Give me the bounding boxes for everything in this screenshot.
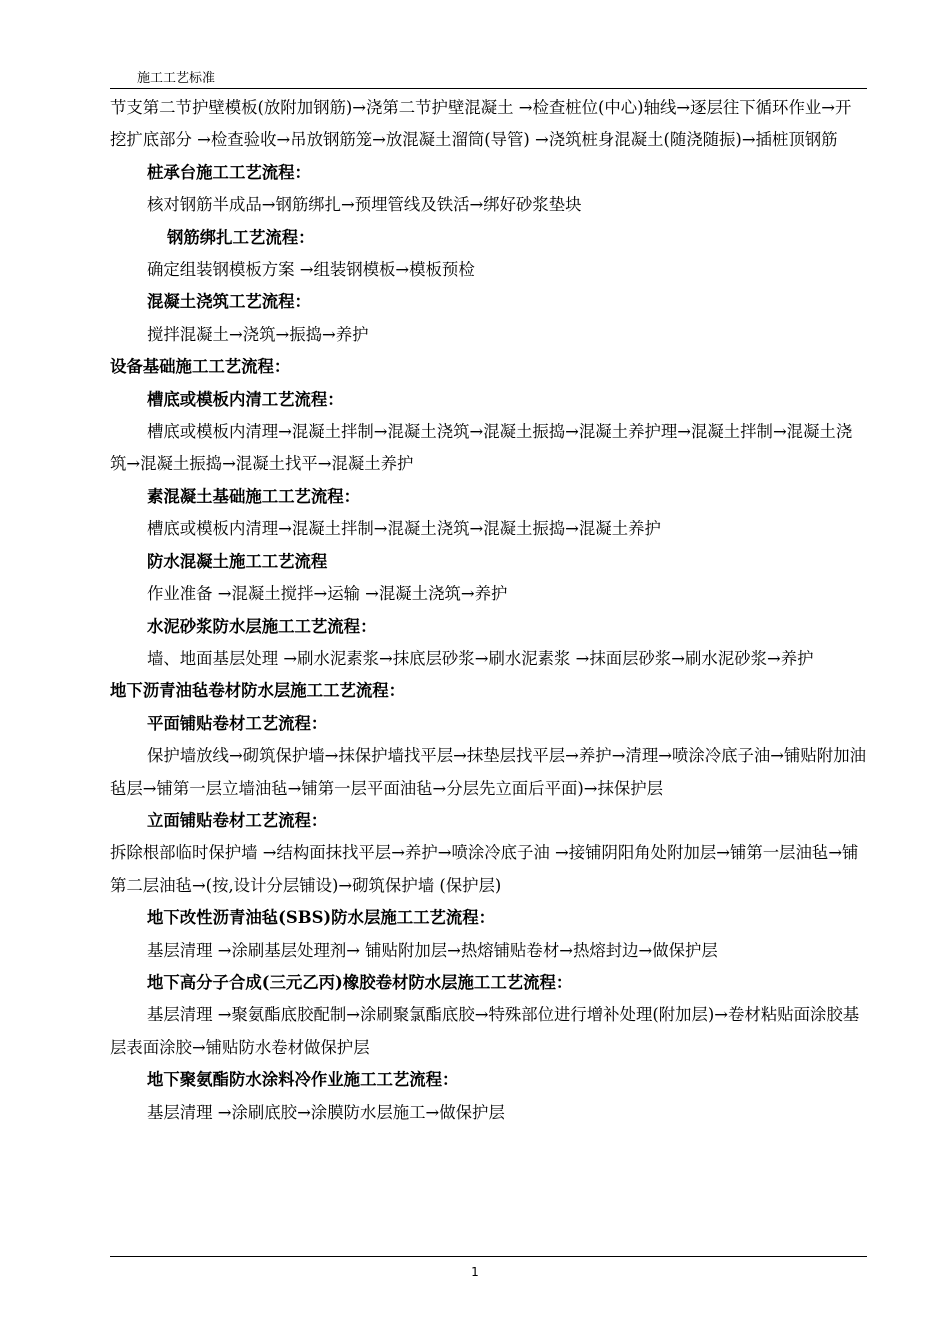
document-body xyxy=(110,92,867,1129)
section-heading: 防水混凝土施工工艺流程 xyxy=(147,551,328,571)
paragraph: 确定组装钢模板方案 →组装钢模板→模板预检 xyxy=(147,260,475,280)
paragraph: 槽底或模板内清理→混凝土拌制→混凝土浇筑→混凝土振捣→混凝土养护理→混凝土拌制→混凝土浇筑→混凝土振捣→混凝土找平→混凝土养护 xyxy=(110,422,853,474)
chapter-heading: 设备基础施工工艺流程： xyxy=(110,357,291,377)
section-heading: 钢筋绑扎工艺流程： xyxy=(167,227,315,247)
paragraph: 核对钢筋半成品→钢筋绑扎→预埋管线及铁活→绑好砂浆垫块 xyxy=(147,195,582,215)
paragraph: 基层清理 →聚氨酯底胶配制→涂刷聚氯酯底胶→特殊部位进行增补处理(附加层)→卷材粘贴面涂胶基层表面涂胶→铺贴防水卷材做保护层 xyxy=(110,1005,860,1057)
paragraph: 搅拌混凝土→浇筑→振捣→养护 xyxy=(147,324,369,344)
footer-rule xyxy=(110,1256,867,1257)
section-heading: 平面铺贴卷材工艺流程： xyxy=(147,713,328,733)
page-number: 1 xyxy=(471,1265,479,1279)
section-heading: 水泥砂浆防水层施工工艺流程： xyxy=(147,616,377,636)
section-heading: 立面铺贴卷材工艺流程： xyxy=(147,810,328,830)
paragraph: 作业准备 →混凝土搅拌→运输 →混凝土浇筑→养护 xyxy=(147,584,508,604)
section-heading: 地下改性沥青油毡(SBS)防水层施工工艺流程： xyxy=(147,908,496,928)
paragraph: 基层清理 →涂刷基层处理剂→ 铺贴附加层→热熔铺贴卷材→热熔封边→做保护层 xyxy=(147,940,718,960)
section-heading: 混凝土浇筑工艺流程： xyxy=(147,292,311,312)
paragraph: 保护墙放线→砌筑保护墙→抹保护墙找平层→抹垫层找平层→养护→清理→喷涂冷底子油→铺贴附加油毡层→铺第一层立墙油毡→铺第一层平面油毡→分层先立面后平面)→抹保护层 xyxy=(110,746,866,798)
paragraph: 拆除根部临时保护墙 →结构面抹找平层→养护→喷涂冷底子油 →接铺阴阳角处附加层→铺第一层油毡→铺第二层油毡→(按,设计分层铺设)→砌筑保护墙 (保护层) xyxy=(110,843,859,895)
section-heading: 地下高分子合成(三元乙丙)橡胶卷材防水层施工工艺流程： xyxy=(147,972,573,992)
section-heading: 地下聚氨酯防水涂料冷作业施工工艺流程： xyxy=(147,1070,459,1090)
section-heading: 槽底或模板内清工艺流程： xyxy=(147,389,344,409)
paragraph: 节支第二节护壁模板(放附加钢筋)→浇第二节护壁混凝土 →检查桩位(中心)轴线→逐层往下循环作业→开挖扩底部分 →检查验收→吊放钢筋笼→放混凝土溜筒(导管) →浇筑桩身混凝土(随浇随振)→插桩顶钢筋 xyxy=(110,98,852,150)
paragraph: 槽底或模板内清理→混凝土拌制→混凝土浇筑→混凝土振捣→混凝土养护 xyxy=(147,519,661,539)
page-header-title: 施工工艺标准 xyxy=(137,71,216,86)
paragraph: 墙、地面基层处理 →刷水泥素浆→抹底层砂浆→刷水泥素浆 →抹面层砂浆→刷水泥砂浆→养护 xyxy=(147,648,814,668)
chapter-heading: 地下沥青油毡卷材防水层施工工艺流程： xyxy=(110,681,406,701)
paragraph: 基层清理 →涂刷底胶→涂膜防水层施工→做保护层 xyxy=(147,1102,505,1122)
header-rule xyxy=(110,88,867,89)
section-heading: 桩承台施工工艺流程： xyxy=(147,162,311,182)
section-heading: 素混凝土基础施工工艺流程： xyxy=(147,486,361,506)
